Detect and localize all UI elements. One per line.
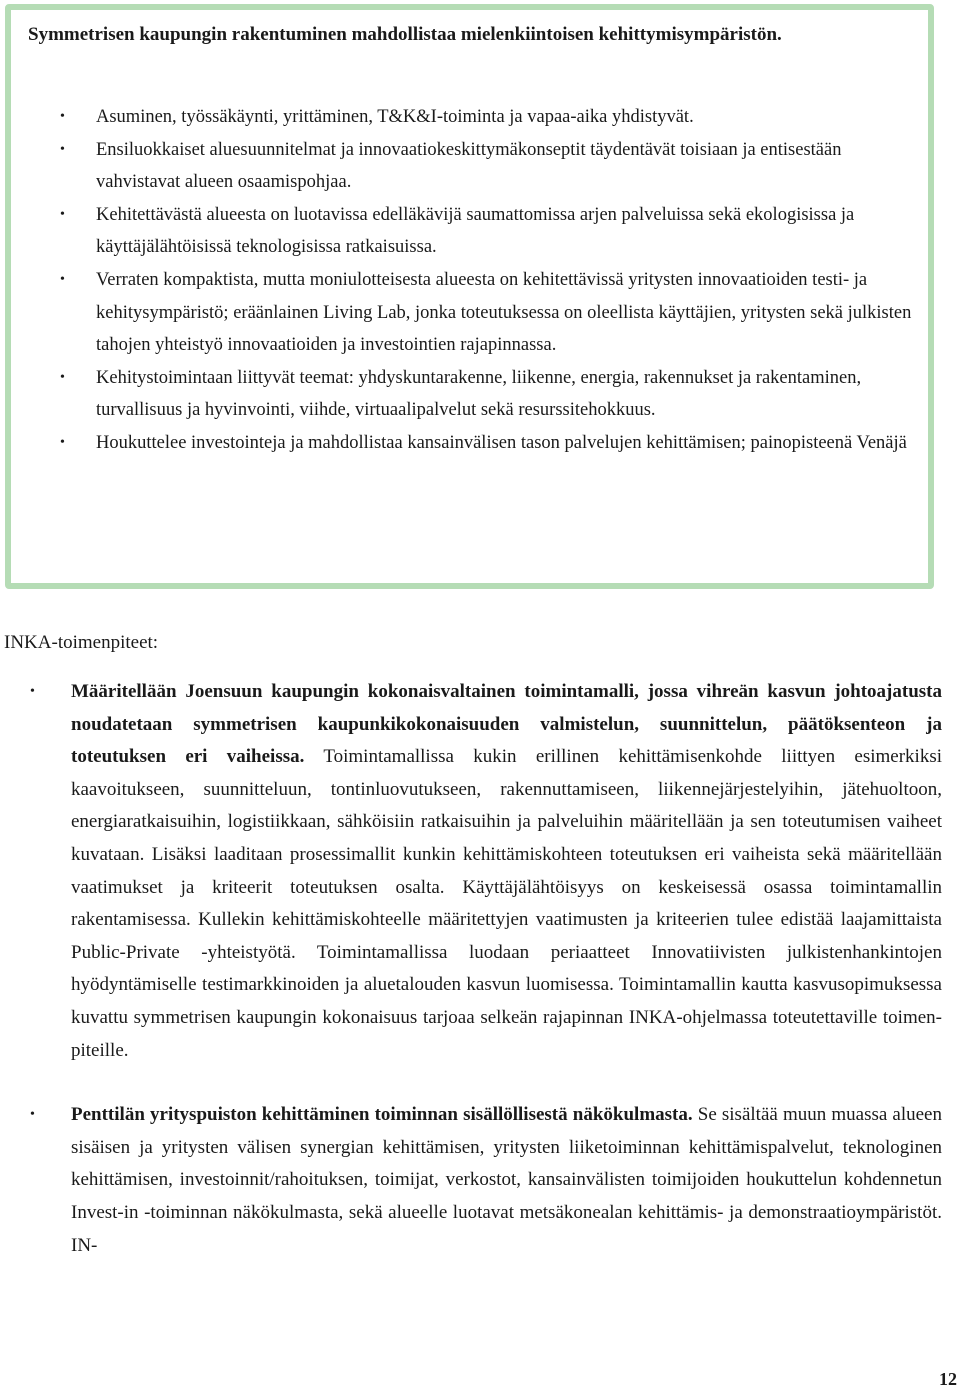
measure-lead-text: Määritellään Joensuun kaupungin kokonaisvaltainen toimintamalli, jossa vihreän kasvun johtoajatusta noudatetaan symmetrisen kaupunkikokonaisuuden valmistelun, suunnittelun, päätöksenteon ja toteutuksen eri vaiheissa. [71, 681, 942, 768]
list-item [60, 134, 916, 199]
measures-list [30, 676, 942, 1262]
list-item [60, 101, 916, 134]
list-item-text: Kehitystoimintaan liittyvät teemat: yhdyskuntarakenne, liikenne, energia, rakennukset ja rakentaminen, turvallisuus ja hyvinvointi, viihde, virtuaalipalvelut sekä resurssitehokkuus. [96, 367, 862, 421]
bullet-icon: • [30, 684, 35, 699]
bullet-icon: • [60, 206, 65, 222]
measure-item [30, 676, 942, 1067]
list-item [60, 264, 916, 362]
measure-lead-text: Penttilän yrityspuiston kehittäminen toiminnan sisällöllisestä näkökulmasta. [71, 1104, 693, 1126]
measure-body-text: Se sisältää muun muassa alueen sisäisen ja yritysten välisen synergian kehittämisen, yritysten liiketoiminnan kehittämispalvelut, teknologinen kehittämisen, investoinnit/rahoituksen, toimijat, verkostot, kansainvälisten toimijoiden houkuttelun kohdennetun Invest-in -toiminnan näkökulmasta, sekä alueelle luotavat metsäkonealan kehittämis- ja demonstraatioympäristöt. IN- [71, 1104, 942, 1256]
list-item [60, 362, 916, 427]
list-item-text: Kehitettävästä alueesta on luotavissa edelläkävijä saumattomissa arjen palveluissa sekä ekologisissa ja käyttäjälähtöisissä teknologisissa ratkaisuissa. [96, 204, 855, 258]
measure-item [30, 1099, 942, 1262]
list-item [60, 199, 916, 264]
section-heading: INKA-toimenpiteet: [4, 632, 159, 653]
bullet-icon: • [60, 369, 65, 385]
bullet-icon: • [60, 434, 65, 450]
measure-body-text: Toimintamallissa kukin erillinen kehittämisenkohde liittyen esimerkiksi kaavoitukseen, suunnitteluun, tontinluovutukseen, rakennuttamiseen, liikennejärjestelyihin, jätehuoltoon, energiaratkaisuihin, logistiikkaan, sähköisiin ratkaisuihin ja palveluihin määritellään ja sen toteutumisen vaiheet kuvataan. Lisäksi laaditaan prosessimallit kunkin kehittämiskohteen toteutuksen eri vaiheista sekä määritellään vaatimukset ja kriteerit toteutuksen osalta. Käyttäjälähtöisyys on keskeisessä osassa toimintamallin rakentamisessa. Kullekin kehittämiskohteelle määritettyjen vaatimusten ja kriteerien tulee edistää laajamittaista Public-Private -yhteistyötä. Toimintamallissa luodaan periaatteet Innovatiivisten julkistenhankintojen hyödyntämiselle testimarkkinoiden ja aluetalouden kasvun luomisessa. Toimintamallin kautta kasvusopimuksessa kuvattu symmetrisen kaupungin kokonaisuus tarjoaa selkeän rajapinnan INKA-ohjelmassa toteutettaville toimenpiteille. [71, 746, 943, 1061]
list-item-text: Ensiluokkaiset aluesuunnitelmat ja innovaatiokeskittymäkonseptit täydentävät toisiaan ja entisestään vahvistavat alueen osaamispohjaa. [96, 139, 842, 193]
list-item-text: Houkuttelee investointeja ja mahdollistaa kansainvälisen tason palvelujen kehittämisen; painopisteenä Venäjä [96, 432, 907, 453]
bullet-icon: • [60, 141, 65, 157]
list-item-text: Asuminen, työssäkäynti, yrittäminen, T&K&I-toiminta ja vapaa-aika yhdistyvät. [96, 107, 694, 127]
bullet-icon: • [60, 109, 65, 124]
box-heading: Symmetrisen kaupungin rakentuminen mahdollistaa mielenkiintoisen kehittymisympäristön. [28, 24, 782, 45]
list-item [60, 427, 916, 460]
list-item-text: Verraten kompaktista, mutta moniulotteisesta alueesta on kehitettävissä yritysten innovaatioiden testi- ja kehitysympäristö; eräänlainen Living Lab, jonka toteutuksessa on oleellista käyttäjien, yritysten sekä julkisten tahojen yhteistyö innovaatioiden ja investointien rajapinnassa. [96, 269, 912, 356]
box-bullet-list [60, 101, 916, 460]
bullet-icon: • [60, 271, 65, 287]
page-number: 12 [939, 1369, 957, 1389]
bullet-icon: • [30, 1107, 35, 1123]
